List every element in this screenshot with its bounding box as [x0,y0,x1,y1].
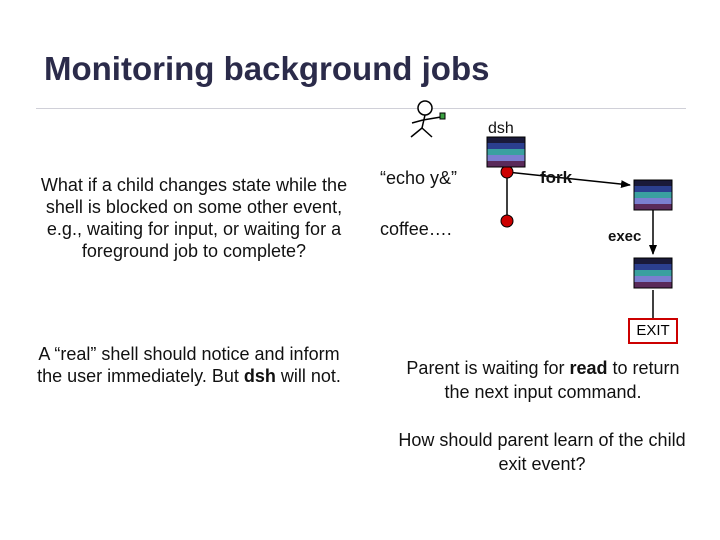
process-stripe [487,161,525,167]
user-stick-figure-icon [411,101,445,137]
parent-waiting-note [398,356,688,404]
parent-note-part1: Parent is waiting for [406,358,570,378]
parent-note-read-bold: read [569,358,608,378]
parent-note-part2: to return the next input command. [444,358,680,402]
coffee-command-label: coffee…. [380,219,452,239]
exec-label: exec [608,228,642,245]
process-stripe [634,192,672,198]
process-stripe [634,198,672,204]
dsh-label: dsh [488,120,514,137]
process-stripe [634,282,672,288]
process-stripe [487,143,525,149]
echo-event-dot [501,166,513,178]
question-text: What if a child changes state while the shell is blocked on some other event, e.g., waiting for input, or waiting for a foreground job to complete? [40,175,348,261]
dsh-process-box [487,137,525,167]
process-stripe [634,180,672,186]
forked-child-process-box [634,180,672,210]
exit-badge: EXIT [628,318,678,344]
process-stripe [487,155,525,161]
process-stripe [634,264,672,270]
page-title: Monitoring background jobs [44,50,490,87]
process-stripe [634,276,672,282]
exec-process-box [634,258,672,288]
coffee-event-dot [501,215,513,227]
process-stripe [634,186,672,192]
answer-dsh-bold: dsh [243,366,276,386]
process-stripe [487,149,525,155]
answer-part2: will not. [275,366,341,386]
process-stripe [634,270,672,276]
answer-part1: A “real” shell should notice and inform the user immediately. But [37,344,340,386]
echo-command-label: “echo y&” [380,168,458,188]
fork-label: fork [540,168,573,187]
process-stripe [634,258,672,264]
how-parent-learns-note: How should parent learn of the child exit event? [398,430,686,474]
process-stripe [634,204,672,210]
